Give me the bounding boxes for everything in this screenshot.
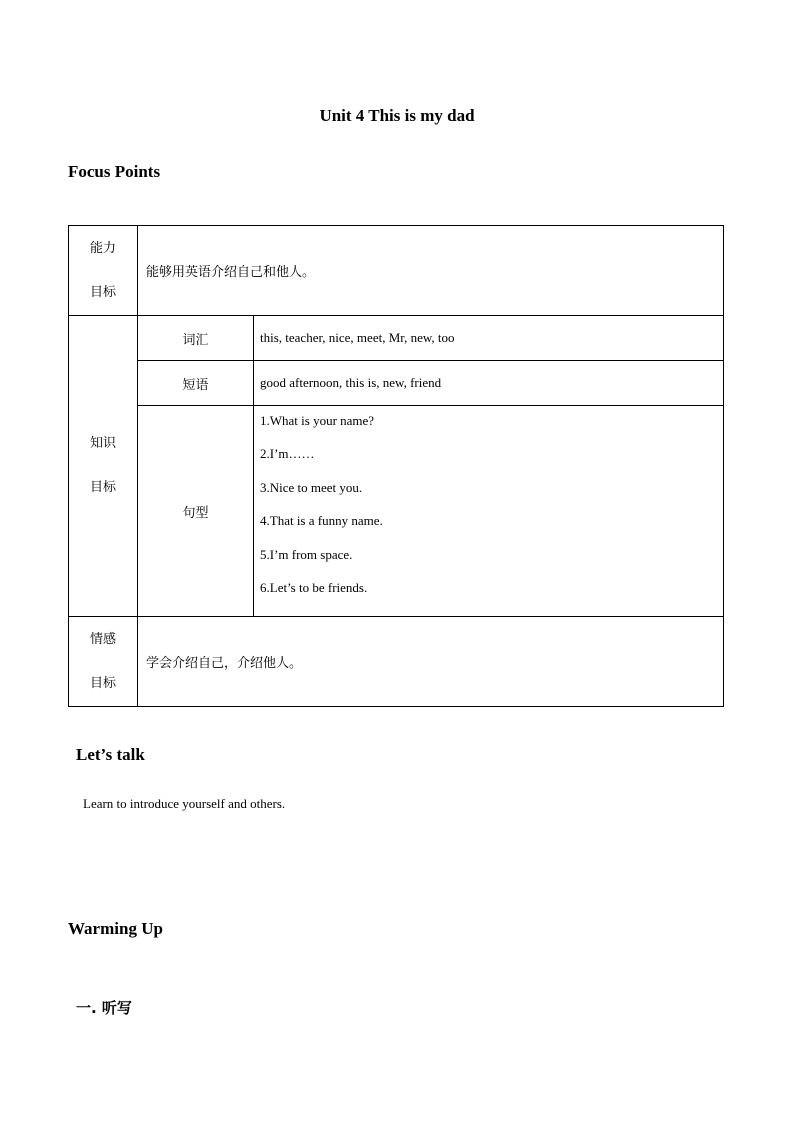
sentences-cell: [254, 406, 724, 617]
sentence-item: 2.I’m……: [260, 446, 315, 462]
vocabulary-content: this, teacher, nice, meet, Mr, new, too: [254, 316, 724, 361]
sentence-item: 5.I’m from space.: [260, 546, 353, 562]
emotion-goal-row: [69, 617, 724, 707]
dictation-heading: 一. 听写: [76, 999, 132, 1017]
ability-goal-content: 能够用英语介绍自己和他人。: [138, 226, 724, 316]
ability-label-line1: 能力: [89, 240, 116, 256]
emotion-label-line2: 目标: [89, 675, 116, 691]
phrases-label: 短语: [138, 361, 254, 406]
knowledge-goal-label: [69, 316, 138, 617]
warming-up-heading: Warming Up: [68, 919, 163, 938]
lets-talk-heading: Let’s talk: [76, 745, 145, 764]
knowledge-label-line1: 知识: [89, 436, 116, 452]
sentence-item: 3.Nice to meet you.: [260, 479, 363, 495]
goals-table: [68, 225, 724, 707]
sentence-item: 1.What is your name?: [260, 413, 375, 428]
emotion-label-line1: 情感: [89, 631, 116, 647]
phrases-content: good afternoon, this is, new, friend: [254, 361, 724, 406]
ability-goal-label: [69, 226, 138, 316]
vocabulary-label: 词汇: [138, 316, 254, 361]
emotion-goal-label: [69, 617, 138, 707]
sentences-label: 句型: [138, 406, 254, 617]
sentence-list: [254, 406, 723, 616]
sentences-row: [69, 406, 724, 617]
knowledge-label-line2: 目标: [89, 480, 116, 496]
lets-talk-description: Learn to introduce yourself and others.: [83, 796, 286, 811]
emotion-goal-content: 学会介绍自己，介绍他人。: [138, 617, 724, 707]
ability-label-line2: 目标: [89, 284, 116, 300]
phrases-row: [69, 361, 724, 406]
sentence-item: 6.Let’s to be friends.: [260, 579, 368, 595]
focus-points-heading: Focus Points: [68, 162, 161, 181]
ability-goal-row: [69, 226, 724, 316]
document-title: Unit 4 This is my dad: [319, 106, 475, 125]
sentence-item: 4.That is a funny name.: [260, 513, 383, 529]
vocabulary-row: [69, 316, 724, 361]
